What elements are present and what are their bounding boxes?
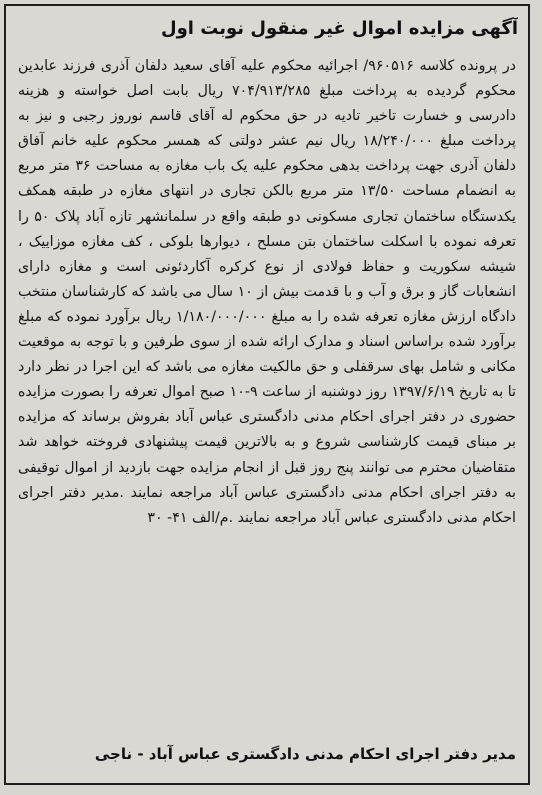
notice-body-text: در پرونده کلاسه ۹۶۰۵۱۶/ اجرائیه محکوم علیه آقای سعید دلفان آذری فرزند عابدین محکوم گردیده به پرداخت مبلغ ۷۰۴/۹۱۳/۲۸۵ ریال بابت اصل خواسته و هزینه دادرسی و خسارت تاخیر تادیه در حق محکوم له آقای قاسم نوروز رجبی و نیز به پرداخت مبلغ ۱۸/۲۴۰/۰۰۰ ریال نیم عشر دولتی که همسر محکوم علیه خانم آفاق دلفان آذری جهت پرداخت بدهی محکوم علیه یک باب مغازه به مساحت ۳۶ متر مربع به انضمام مساحت ۱۳/۵۰ متر مربع بالکن تجاری در انتهای مغازه در طبقه همکف یکدستگاه ساختمان تجاری مسکونی دو طبقه واقع در سلمانشهر تازه آباد پلاک ۵۰ را تعرفه نموده با اسکلت ساختمان بتن مسلح ، دیوارها بلوکی ، کف مغازه موزاییک ، شیشه سکوریت و حفاظ فولادی از نوع کرکره آکاردئونی است و مغازه دارای انشعابات گاز و برق و آب و با قدمت بیش از ۱۰ سال می باشد که کارشناسان منتخب دادگاه ارزش مغازه تعرفه شده را به مبلغ ۱/۱۸۰/۰۰۰/۰۰۰ ریال برآورد نموده که مبلغ برآورد شده براساس اسناد و مدارک ارائه شده از سوی طرفین و با توجه به موقعیت مکانی و شامل بهای سرقفلی و حق مالکیت مغازه می باشد که این اجرا در نظر دارد تا به تاریخ ۱۳۹۷/۶/۱۹ روز دوشنبه از ساعت ۹-۱۰ صبح اموال تعرفه را بصورت مزایده حضوری در دفتر اجرای احکام مدنی دادگستری عباس آباد بفروش برساند که مزایده بر مبنای قیمت کارشناسی شروع و به بالاترین قیمت پیشنهادی فروخته خواهد شد متقاضیان محترم می توانند پنج روز قبل از انجام مزایده جهت بازدید از اموال توقیفی به دفتر اجرای احکام مدنی دادگستری عباس آباد مراجعه نمایند .مدیر دفتر اجرای احکام مدنی دادگستری عباس آباد مراجعه نمایند .م/الف ۴۱- ۳۰	[18, 58, 516, 526]
notice-title: آگهی مزایده اموال غیر منقول نوبت اول	[160, 18, 518, 39]
notice-frame	[4, 4, 530, 785]
notice-body	[18, 54, 516, 531]
notice-signature: مدیر دفتر اجرای احکام مدنی دادگستری عباس آباد - ناجی	[94, 745, 516, 763]
